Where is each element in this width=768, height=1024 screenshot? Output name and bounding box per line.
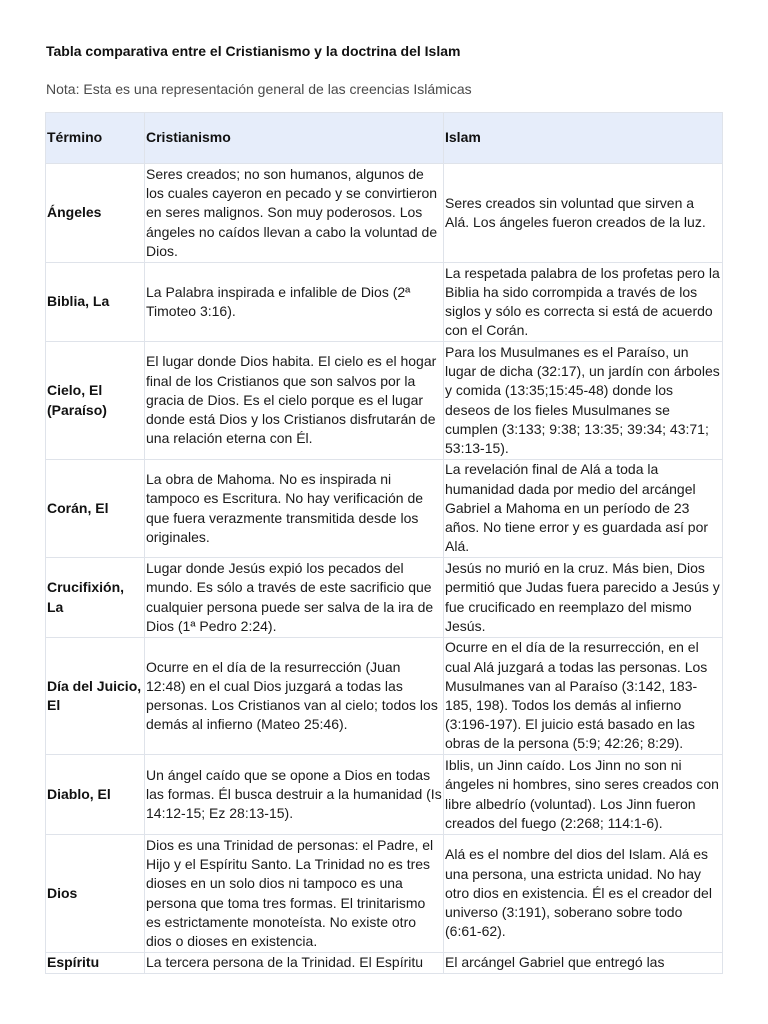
row-islam: Ocurre en el día de la resurrección, en el cual Alá juzgará a todas las personas. Los Musulmanes van al Paraíso (3:142, 183-185, 198). Todos los demás al infierno (3:196-197). El juicio está basado en las obras de la persona (5:9; 42:26; 8:29). bbox=[444, 638, 723, 755]
row-islam: Alá es el nombre del dios del Islam. Alá es una persona, una estricta unidad. No hay otro dios en existencia. Él es el creador del universo (3:191), soberano sobre todo (6:61-62). bbox=[444, 835, 723, 953]
row-islam: El arcángel Gabriel que entregó las bbox=[444, 953, 723, 974]
table-row bbox=[46, 342, 723, 460]
header-term: Término bbox=[46, 113, 145, 164]
table-row bbox=[46, 755, 723, 835]
row-term: Ángeles bbox=[46, 164, 145, 263]
row-christianity: Lugar donde Jesús expió los pecados del mundo. Es sólo a través de este sacrificio que cualquier persona puede ser salva de la ira de Dios (1ª Pedro 2:24). bbox=[145, 558, 444, 638]
row-term: Cielo, El (Paraíso) bbox=[46, 342, 145, 460]
row-islam: Iblis, un Jinn caído. Los Jinn no son ni ángeles ni hombres, sino seres creados con libre albedrío (voluntad). Los Jinn fueron creados del fuego (2:268; 114:1-6). bbox=[444, 755, 723, 835]
row-islam: Seres creados sin voluntad que sirven a Alá. Los ángeles fueron creados de la luz. bbox=[444, 164, 723, 263]
row-islam: Para los Musulmanes es el Paraíso, un lugar de dicha (32:17), un jardín con árboles y comida (13:35;15:45-48) donde los deseos de los fieles Musulmanes se cumplen (3:133; 9:38; 13:35; 39:34; 43:71; 53:13-15). bbox=[444, 342, 723, 460]
row-christianity: Ocurre en el día de la resurrección (Juan 12:48) en el cual Dios juzgará a todas las personas. Los Cristianos van al cielo; todos los demás al infierno (Mateo 25:46). bbox=[145, 638, 444, 755]
row-term: Diablo, El bbox=[46, 755, 145, 835]
table-row bbox=[46, 164, 723, 263]
table-header-row bbox=[46, 113, 723, 164]
row-christianity: Seres creados; no son humanos, algunos de los cuales cayeron en pecado y se convirtieron en seres malignos. Son muy poderosos. Los ángeles no caídos llevan a cabo la voluntad de Dios. bbox=[145, 164, 444, 263]
table-row bbox=[46, 638, 723, 755]
row-term: Corán, El bbox=[46, 460, 145, 558]
row-term: Crucifixión, La bbox=[46, 558, 145, 638]
document-title: Tabla comparativa entre el Cristianismo y la doctrina del Islam bbox=[46, 43, 461, 59]
table-row bbox=[46, 558, 723, 638]
row-christianity: La tercera persona de la Trinidad. El Espíritu bbox=[145, 953, 444, 974]
header-islam: Islam bbox=[444, 113, 723, 164]
row-islam: La respetada palabra de los profetas pero la Biblia ha sido corrompida a través de los siglos y sólo es correcta si está de acuerdo con el Corán. bbox=[444, 263, 723, 342]
comparison-table bbox=[45, 112, 723, 974]
row-term: Espíritu bbox=[46, 953, 145, 974]
row-christianity: Dios es una Trinidad de personas: el Padre, el Hijo y el Espíritu Santo. La Trinidad no es tres dioses en un solo dios ni tampoco es una persona que toma tres formas. El trinitarismo es estrictamente monoteísta. No existe otro dios o dioses en existencia. bbox=[145, 835, 444, 953]
row-christianity: El lugar donde Dios habita. El cielo es el hogar final de los Cristianos que son salvos por la gracia de Dios. Es el cielo porque es el lugar donde está Dios y los Cristianos disfrutarán de una relación eterna con Él. bbox=[145, 342, 444, 460]
table-row bbox=[46, 835, 723, 953]
table-row bbox=[46, 953, 723, 974]
table-row bbox=[46, 263, 723, 342]
document-note: Nota: Esta es una representación general de las creencias Islámicas bbox=[46, 81, 472, 97]
row-christianity: La Palabra inspirada e infalible de Dios (2ª Timoteo 3:16). bbox=[145, 263, 444, 342]
row-christianity: La obra de Mahoma. No es inspirada ni tampoco es Escritura. No hay verificación de que fuera verazmente transmitida desde los originales. bbox=[145, 460, 444, 558]
table-row bbox=[46, 460, 723, 558]
row-term: Biblia, La bbox=[46, 263, 145, 342]
row-term: Día del Juicio, El bbox=[46, 638, 145, 755]
header-christianity: Cristianismo bbox=[145, 113, 444, 164]
row-christianity: Un ángel caído que se opone a Dios en todas las formas. Él busca destruir a la humanidad (Is 14:12-15; Ez 28:13-15). bbox=[145, 755, 444, 835]
row-islam: Jesús no murió en la cruz. Más bien, Dios permitió que Judas fuera parecido a Jesús y fue crucificado en reemplazo del mismo Jesús. bbox=[444, 558, 723, 638]
row-term: Dios bbox=[46, 835, 145, 953]
row-islam: La revelación final de Alá a toda la humanidad dada por medio del arcángel Gabriel a Mahoma en un período de 23 años. No tiene error y es guardada así por Alá. bbox=[444, 460, 723, 558]
